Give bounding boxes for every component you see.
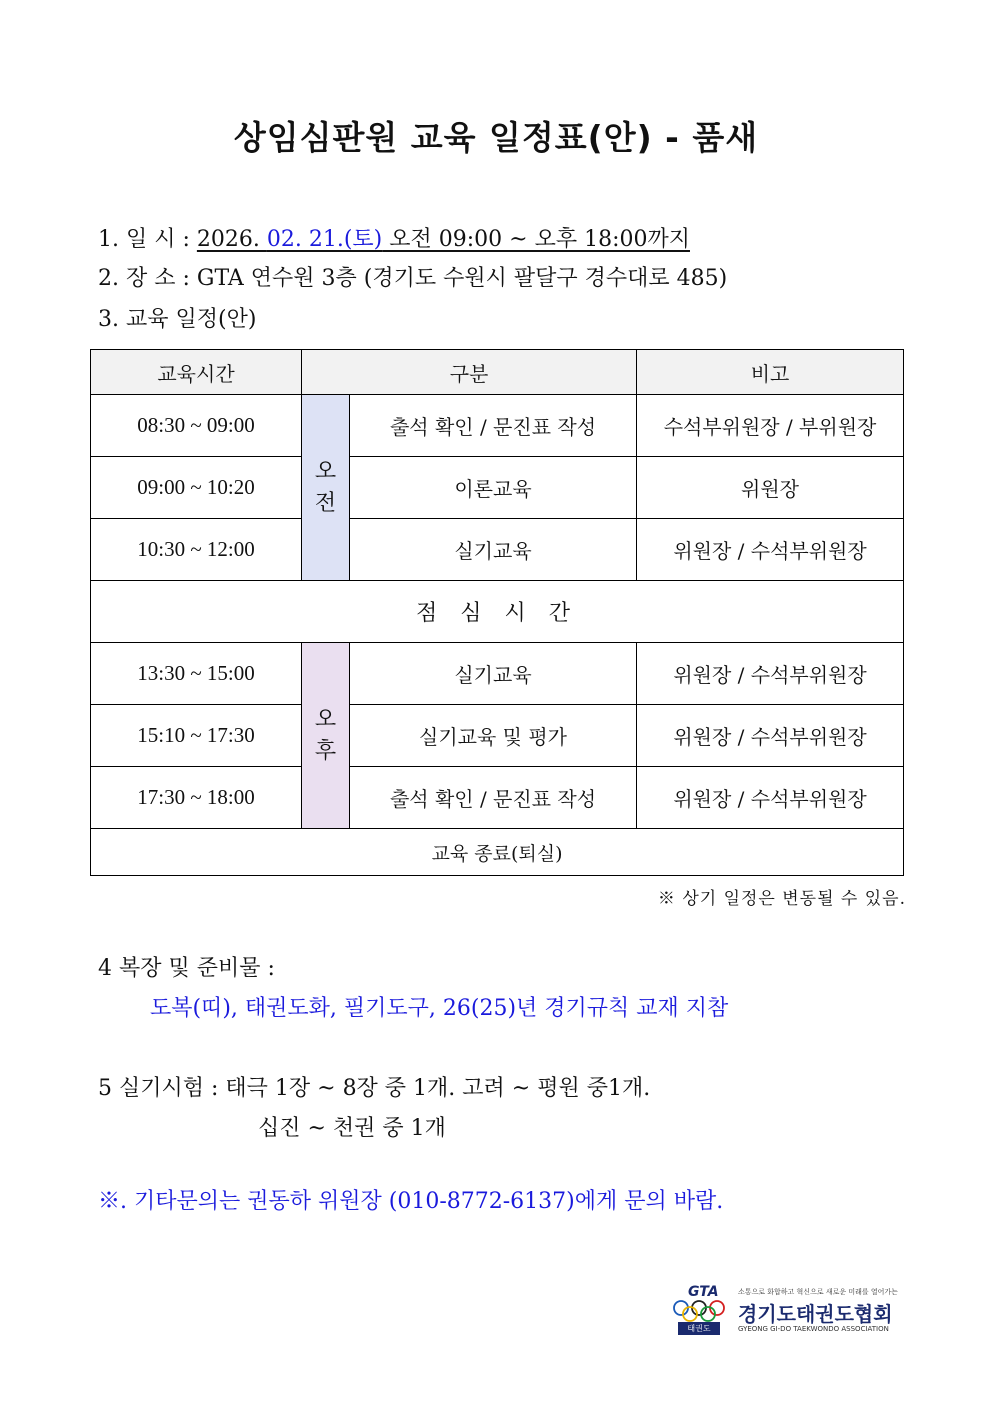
am-label xyxy=(302,395,350,581)
row-item: 출석 확인 / 문진표 작성 xyxy=(350,767,637,829)
row-item: 실기교육 xyxy=(350,643,637,705)
association-logo xyxy=(672,1284,904,1344)
place-line: 2. 장 소 : GTA 연수원 3층 (경기도 수원시 팔달구 경수대로 485) xyxy=(98,266,728,291)
attire-items: 도복(띠), 태권도화, 필기도구, 26(25)년 경기규칙 교재 지참 xyxy=(150,996,729,1021)
date-label: 1. 일 시 : xyxy=(98,227,197,252)
date-time: 오전 09:00 ~ 오후 18:00까지 xyxy=(382,227,690,252)
gta-logo-text: GTA xyxy=(688,1284,719,1300)
row-item: 출석 확인 / 문진표 작성 xyxy=(350,395,637,457)
row-note: 위원장 / 수석부위원장 xyxy=(637,643,904,705)
logo-name: 경기도태권도협회 xyxy=(738,1302,893,1326)
schedule-heading: 3. 교육 일정(안) xyxy=(98,307,257,332)
table-row xyxy=(91,457,904,519)
logo-english: GYEONG GI-DO TAEKWONDO ASSOCIATION xyxy=(738,1325,889,1333)
table-header-row xyxy=(91,350,904,395)
end-label: 교육 종료(퇴실) xyxy=(91,829,904,876)
pm-label xyxy=(302,643,350,829)
date-line xyxy=(98,222,690,253)
attire-label: 4 복장 및 준비물 : xyxy=(98,956,275,981)
exam-line-2: 십진 ~ 천권 중 1개 xyxy=(258,1116,446,1141)
header-category: 구분 xyxy=(302,350,637,395)
end-row xyxy=(91,829,904,876)
header-note: 비고 xyxy=(637,350,904,395)
row-time: 08:30 ~ 09:00 xyxy=(91,395,302,457)
row-time: 09:00 ~ 10:20 xyxy=(91,457,302,519)
schedule-note: ※ 상기 일정은 변동될 수 있음. xyxy=(657,889,906,909)
table-row xyxy=(91,767,904,829)
row-note: 위원장 / 수석부위원장 xyxy=(637,519,904,581)
row-note: 위원장 / 수석부위원장 xyxy=(637,705,904,767)
header-time: 교육시간 xyxy=(91,350,302,395)
table-row xyxy=(91,519,904,581)
row-item: 실기교육 및 평가 xyxy=(350,705,637,767)
lunch-label: 점 심 시 간 xyxy=(91,581,904,643)
row-time: 17:30 ~ 18:00 xyxy=(91,767,302,829)
row-item: 실기교육 xyxy=(350,519,637,581)
am-label-text: 오 전 xyxy=(314,458,337,516)
table-row xyxy=(91,395,904,457)
row-note: 수석부위원장 / 부위원장 xyxy=(637,395,904,457)
schedule-table xyxy=(90,349,904,876)
table-row xyxy=(91,705,904,767)
page-title: 상임심판원 교육 일정표(안) - 품새 xyxy=(233,118,759,157)
exam-line-1: 5 실기시험 : 태극 1장 ~ 8장 중 1개. 고려 ~ 평원 중1개. xyxy=(98,1076,651,1101)
logo-badge: 태권도 xyxy=(678,1322,720,1335)
table-row xyxy=(91,643,904,705)
logo-slogan: 소통으로 화합하고 혁신으로 새로운 미래를 열어가는 xyxy=(738,1288,898,1296)
contact-line: ※. 기타문의는 권동하 위원장 (010-8772-6137)에게 문의 바람. xyxy=(98,1189,724,1214)
row-note: 위원장 / 수석부위원장 xyxy=(637,767,904,829)
lunch-row xyxy=(91,581,904,643)
date-year: 2026. xyxy=(196,227,267,252)
olympic-rings-icon xyxy=(672,1299,732,1323)
row-item: 이론교육 xyxy=(350,457,637,519)
pm-label-text: 오 후 xyxy=(314,706,337,764)
row-time: 10:30 ~ 12:00 xyxy=(91,519,302,581)
row-note: 위원장 xyxy=(637,457,904,519)
date-value xyxy=(197,227,690,252)
date-month-day: 02. 21.(토) xyxy=(266,227,383,252)
row-time: 13:30 ~ 15:00 xyxy=(91,643,302,705)
row-time: 15:10 ~ 17:30 xyxy=(91,705,302,767)
